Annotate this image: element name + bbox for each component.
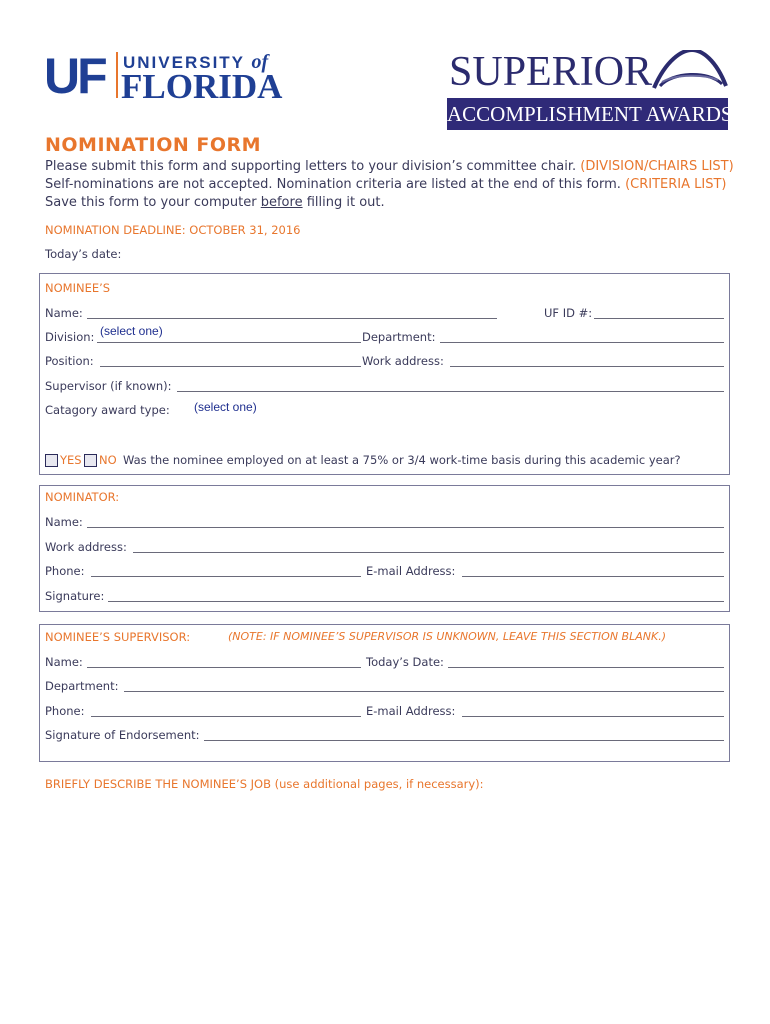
- nominee-position-label: Position:: [45, 354, 94, 368]
- no-label: NO: [99, 453, 117, 467]
- nominator-email-field[interactable]: [462, 576, 724, 577]
- nominee-name-field[interactable]: [87, 318, 497, 319]
- nominee-department-label: Department:: [362, 330, 436, 344]
- supervisor-heading: NOMINEE’S SUPERVISOR:: [45, 630, 191, 644]
- supervisor-email-field[interactable]: [462, 716, 724, 717]
- supervisor-department-field[interactable]: [124, 691, 724, 692]
- nominator-phone-label: Phone:: [45, 564, 85, 578]
- supervisor-department-label: Department:: [45, 679, 119, 693]
- uf-logo-university: UNIVERSITY of: [123, 51, 269, 73]
- page-title: NOMINATION FORM: [45, 134, 262, 156]
- uf-logo-divider: [116, 52, 118, 98]
- arch-icon: [652, 50, 728, 90]
- employment-question: Was the nominee employed on at least a 75% or 3/4 work-time basis during this academic year?: [123, 453, 681, 467]
- yes-checkbox[interactable]: [45, 454, 58, 467]
- no-checkbox[interactable]: [84, 454, 97, 467]
- nominee-supervisor-label: Supervisor (if known):: [45, 379, 172, 393]
- supervisor-date-field[interactable]: [448, 667, 724, 668]
- supervisor-note: (NOTE: IF NOMINEE’S SUPERVISOR IS UNKNOWN, LEAVE THIS SECTION BLANK.): [228, 630, 666, 643]
- nomination-deadline: NOMINATION DEADLINE: OCTOBER 31, 2016: [45, 223, 301, 237]
- yes-label: YES: [60, 453, 82, 467]
- intro-line-1: Please submit this form and supporting letters to your division’s committee chair. (DIVISION/CHAIRS LIST): [45, 159, 734, 174]
- nominee-heading: NOMINEE’S: [45, 281, 111, 295]
- category-award-label: Catagory award type:: [45, 403, 170, 417]
- describe-job-field[interactable]: [45, 796, 725, 996]
- nominator-phone-field[interactable]: [91, 576, 361, 577]
- nominator-email-label: E-mail Address:: [366, 564, 456, 578]
- supervisor-date-label: Today’s Date:: [366, 655, 444, 669]
- nominee-name-label: Name:: [45, 306, 83, 320]
- nominee-work-address-label: Work address:: [362, 354, 444, 368]
- nominator-heading: NOMINATOR:: [45, 490, 120, 504]
- intro-line-3: Save this form to your computer before filling it out.: [45, 195, 385, 210]
- category-award-select[interactable]: (select one): [194, 400, 257, 414]
- nominee-ufid-field[interactable]: [594, 318, 724, 319]
- nominee-department-field[interactable]: [440, 342, 724, 343]
- nominee-division-underline: [97, 342, 361, 343]
- supervisor-name-field[interactable]: [87, 667, 361, 668]
- nominee-work-address-field[interactable]: [450, 366, 724, 367]
- nominee-section: [39, 273, 730, 475]
- supervisor-name-label: Name:: [45, 655, 83, 669]
- division-chairs-link[interactable]: (DIVISION/CHAIRS LIST): [580, 159, 734, 174]
- nominee-ufid-label: UF ID #:: [544, 306, 593, 320]
- nominee-division-label: Division:: [45, 330, 95, 344]
- nominator-name-label: Name:: [45, 515, 83, 529]
- intro-line-2: Self-nominations are not accepted. Nomination criteria are listed at the end of this form. (CRITERIA LIST): [45, 177, 727, 192]
- uf-logo-mark: UF: [44, 48, 105, 104]
- supervisor-phone-field[interactable]: [91, 716, 361, 717]
- nominator-work-address-field[interactable]: [133, 552, 724, 553]
- nominator-work-address-label: Work address:: [45, 540, 127, 554]
- nominee-supervisor-field[interactable]: [177, 391, 724, 392]
- uf-logo-florida: FLORIDA: [121, 67, 283, 106]
- describe-job-heading: BRIEFLY DESCRIBE THE NOMINEE’S JOB (use additional pages, if necessary):: [45, 777, 484, 791]
- todays-date-label: Today’s date:: [45, 247, 122, 261]
- nominator-signature-label: Signature:: [45, 589, 105, 603]
- nominee-position-field[interactable]: [100, 366, 361, 367]
- supervisor-phone-label: Phone:: [45, 704, 85, 718]
- nominee-division-select[interactable]: (select one): [100, 324, 163, 338]
- nominator-section: [39, 485, 730, 612]
- supervisor-email-label: E-mail Address:: [366, 704, 456, 718]
- award-logo-title: SUPERIOR: [449, 49, 653, 95]
- supervisor-signature-label: Signature of Endorsement:: [45, 728, 200, 742]
- criteria-list-link[interactable]: (CRITERIA LIST): [625, 177, 727, 192]
- nominator-signature-field[interactable]: [108, 601, 724, 602]
- award-logo-subtitle: ACCOMPLISHMENT AWARDS: [447, 98, 728, 130]
- nominator-name-field[interactable]: [87, 527, 724, 528]
- supervisor-signature-field[interactable]: [204, 740, 724, 741]
